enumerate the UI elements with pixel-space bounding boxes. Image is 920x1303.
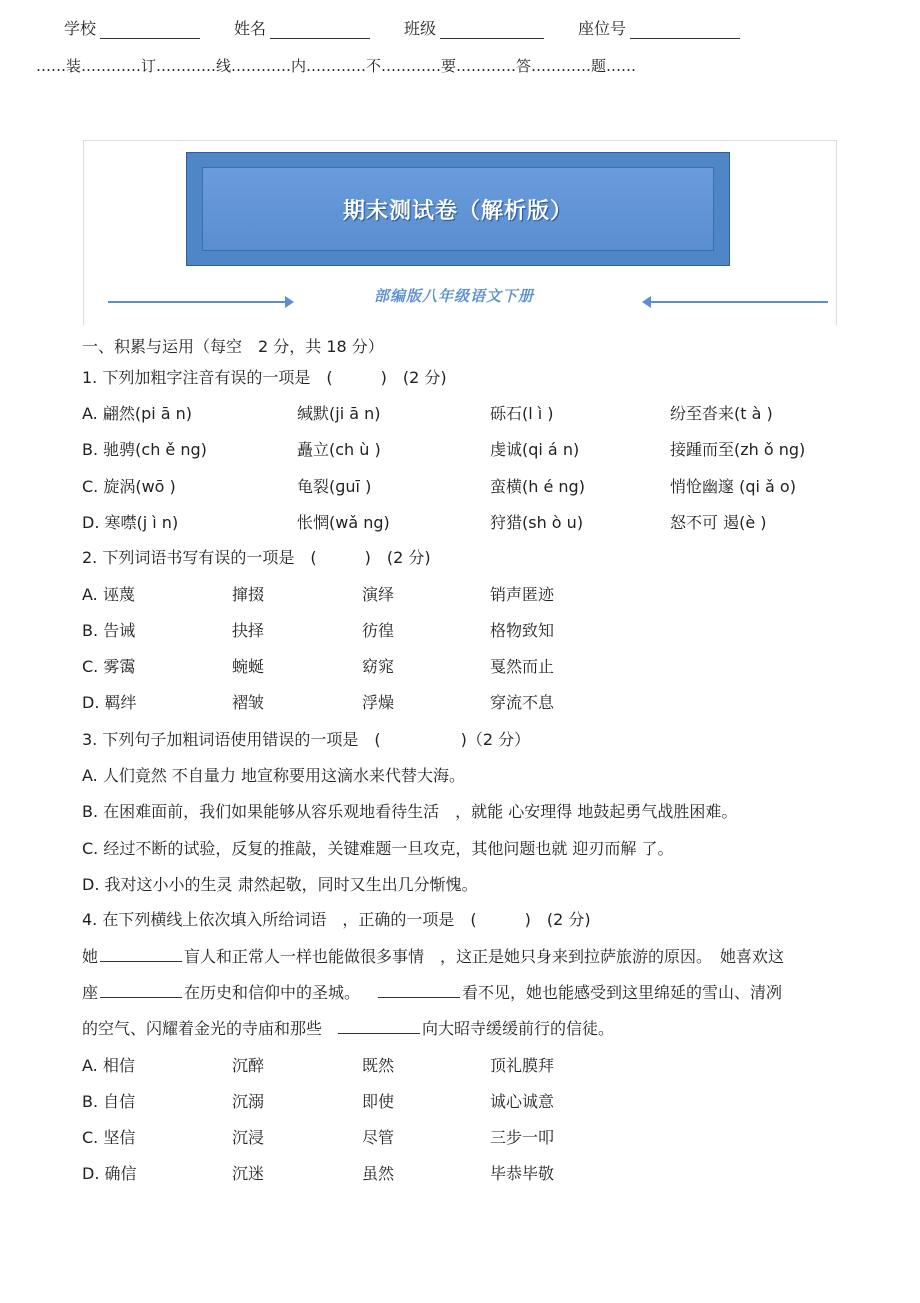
seat-label: 座位号	[578, 19, 627, 38]
question-3-stem: 3. 下列句子加粗词语使用错误的一项是 ( )（2 分）	[82, 730, 531, 749]
option-term: C. 雾霭	[82, 657, 136, 676]
option-term: 怅惘(wǎ ng)	[297, 513, 390, 532]
name-input-line[interactable]	[270, 20, 370, 39]
question-4-passage-line-3	[82, 1016, 614, 1039]
option-term: 悄怆幽邃 (qi ǎ o)	[670, 477, 796, 496]
question-2-stem: 2. 下列词语书写有误的一项是 ( ) (2 分)	[82, 548, 431, 567]
option-term: 诚心诚意	[490, 1092, 555, 1111]
option-term: 纷至沓来(t à )	[670, 404, 773, 423]
right-arrow-icon	[108, 301, 292, 303]
question-3-option-b[interactable]: B. 在困难面前，我们如果能够从容乐观地看待生活 ，就能 心安理得 地鼓起勇气战胜困难。	[82, 802, 738, 821]
question-4-passage-line-1	[82, 944, 784, 967]
option-term: C. 旋涡(wō )	[82, 477, 176, 496]
option-term: 格物致知	[490, 621, 555, 640]
fill-blank-4[interactable]	[338, 1019, 420, 1034]
option-term: 接踵而至(zh ǒ ng)	[670, 440, 806, 459]
option-term: 沉浸	[232, 1128, 265, 1147]
question-4-passage-line-2	[82, 980, 782, 1003]
option-term: 窈窕	[362, 657, 395, 676]
passage-text: 座	[82, 983, 99, 1002]
passage-text: 在历史和信仰中的圣城。	[184, 983, 361, 1002]
question-3-option-d[interactable]: D. 我对这小小的生灵 肃然起敬，同时又生出几分惭愧。	[82, 875, 478, 894]
option-term: 狩猎(sh ò u)	[490, 513, 584, 532]
option-term: A. 诬蔑	[82, 585, 135, 604]
passage-text: 看不见，她也能感受到这里绵延的雪山、清冽	[462, 983, 783, 1002]
title-banner	[83, 140, 837, 326]
option-term: 怒不可 遏(è )	[670, 513, 767, 532]
option-term: B. 告诫	[82, 621, 136, 640]
school-label: 学校	[64, 19, 97, 38]
option-term: 沉溺	[232, 1092, 265, 1111]
option-term: 穿流不息	[490, 693, 555, 712]
passage-text: 的空气、闪耀着金光的寺庙和那些	[82, 1019, 323, 1038]
option-term: B. 自信	[82, 1092, 136, 1111]
title-plate	[186, 152, 730, 266]
option-term: 缄默(ji ā n)	[297, 404, 381, 423]
class-field	[404, 16, 544, 39]
option-term: 褶皱	[232, 693, 265, 712]
option-term: A. 相信	[82, 1056, 135, 1075]
option-term: 砾石(l ì )	[490, 404, 554, 423]
question-1-stem: 1. 下列加粗字注音有误的一项是 ( ) (2 分)	[82, 368, 447, 387]
option-term: 销声匿迹	[490, 585, 555, 604]
option-term: 既然	[362, 1056, 395, 1075]
student-info-row	[64, 16, 774, 39]
option-term: 龟裂(ɡuī )	[297, 477, 372, 496]
option-term: 撺掇	[232, 585, 265, 604]
option-term: D. 寒噤(j ì n)	[82, 513, 179, 532]
option-term: D. 羁绊	[82, 693, 137, 712]
class-label: 班级	[404, 19, 437, 38]
left-arrow-icon	[644, 301, 828, 303]
exam-title: 期末测试卷（解析版）	[342, 198, 573, 224]
school-field	[64, 16, 200, 39]
title-plate-inner	[202, 167, 714, 251]
passage-text: 盲人和正常人一样也能做很多事情 ，这正是她只身来到拉萨旅游的原因。 她喜欢这	[184, 947, 785, 966]
option-term: 彷徨	[362, 621, 395, 640]
option-term: 沉醉	[232, 1056, 265, 1075]
option-term: 蜿蜒	[232, 657, 265, 676]
question-3-option-a[interactable]: A. 人们竟然 不自量力 地宣称要用这滴水来代替大海。	[82, 766, 466, 785]
binding-line-notice: ……装…………订…………线…………内…………不…………要…………答…………题……	[36, 57, 637, 75]
option-term: 虽然	[362, 1164, 395, 1183]
question-3-option-c[interactable]: C. 经过不断的试验，反复的推敲，关键难题一旦攻克，其他问题也就 迎刃而解 了。	[82, 839, 674, 858]
option-term: C. 坚信	[82, 1128, 136, 1147]
fill-blank-2[interactable]	[100, 983, 182, 998]
option-term: A. 翩然(pi ā n)	[82, 404, 193, 423]
exam-subtitle: 部编版八年级语文下册	[374, 287, 535, 305]
name-field	[234, 16, 370, 39]
fill-blank-1[interactable]	[100, 947, 182, 962]
option-term: 即使	[362, 1092, 395, 1111]
option-term: 浮燥	[362, 693, 395, 712]
question-4-stem: 4. 在下列横线上依次填入所给词语 ，正确的一项是 ( ) (2 分)	[82, 910, 591, 929]
option-term: 顶礼膜拜	[490, 1056, 555, 1075]
option-term: B. 驰骋(ch ě ng)	[82, 440, 207, 459]
seat-input-line[interactable]	[630, 20, 740, 39]
option-term: 蛮横(h é ng)	[490, 477, 585, 496]
fill-blank-3[interactable]	[378, 983, 460, 998]
seat-field	[578, 16, 740, 39]
passage-text: 她	[82, 947, 99, 966]
option-term: 抉择	[232, 621, 265, 640]
option-term: D. 确信	[82, 1164, 137, 1183]
class-input-line[interactable]	[440, 20, 544, 39]
option-term: 虔诚(qi á n)	[490, 440, 580, 459]
option-term: 尽管	[362, 1128, 395, 1147]
name-label: 姓名	[234, 19, 267, 38]
option-term: 戛然而止	[490, 657, 555, 676]
option-term: 矗立(ch ù )	[297, 440, 381, 459]
option-term: 毕恭毕敬	[490, 1164, 555, 1183]
option-term: 演绎	[362, 585, 395, 604]
option-term: 三步一叩	[490, 1128, 555, 1147]
section-heading: 一、积累与运用（每空 2 分，共 18 分）	[82, 337, 384, 356]
passage-text: 向大昭寺缓缓前行的信徒。	[422, 1019, 615, 1038]
option-term: 沉迷	[232, 1164, 265, 1183]
school-input-line[interactable]	[100, 20, 200, 39]
